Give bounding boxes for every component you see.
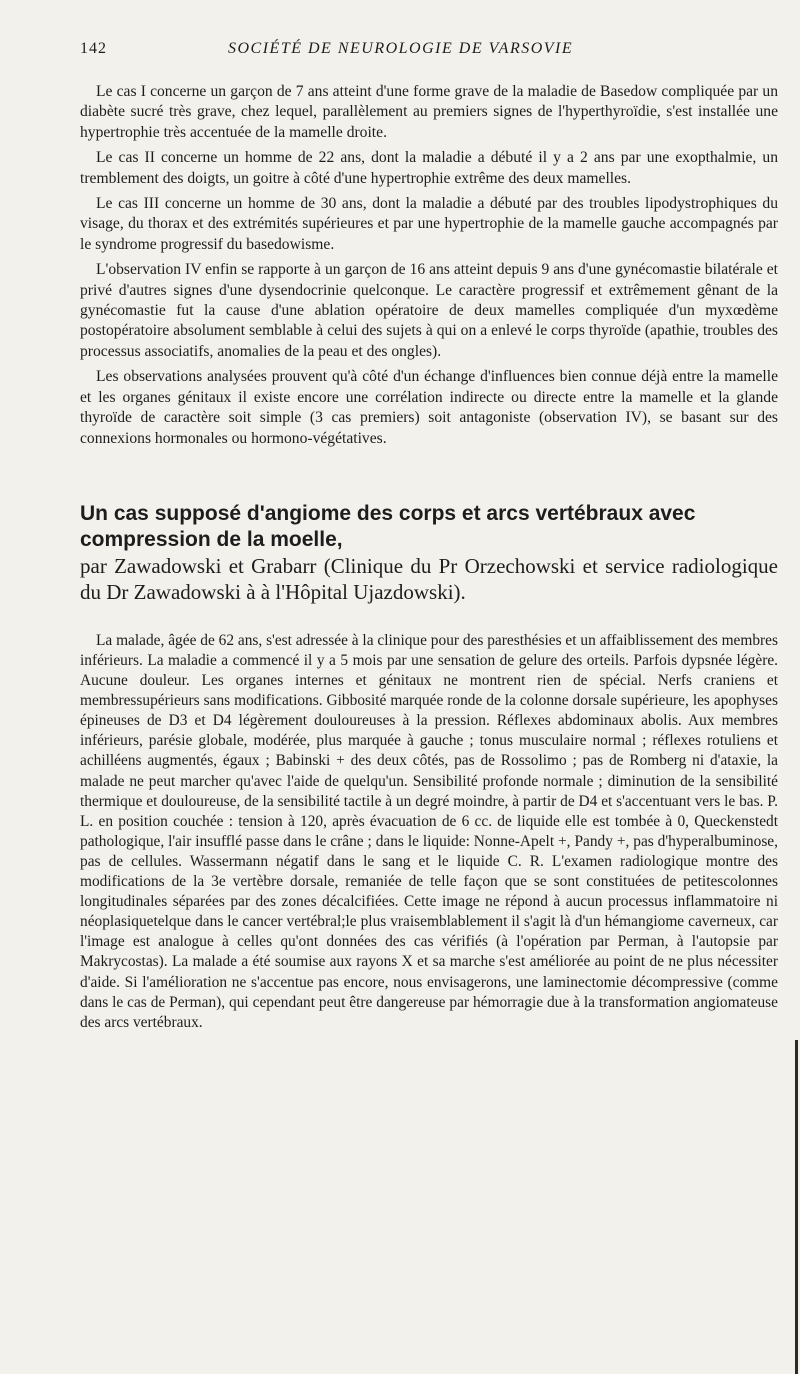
running-head — [80, 40, 778, 64]
paragraph-conclusion: Les observations analysées prouvent qu'à côté d'un échange d'influences bien connue déjà entre la mamelle et les organes génitaux il existe encore une corrélation indirecte ou directe entre la mamelle et la glande thyroïde de caractère soit simple (3 cas premiers) soit antagoniste (observation IV), se basant sur des connexions hormonales ou hormono-végétatives. — [80, 368, 778, 447]
paragraph-case-2: Le cas II concerne un homme de 22 ans, dont la maladie a débuté il y a 2 ans par une exopthalmie, un tremblement des doigts, un goitre à côté d'une hypertrophie extrême des deux mamelles. — [80, 149, 778, 187]
paragraph-case-report: La malade, âgée de 62 ans, s'est adressée à la clinique pour des paresthésies et un affaiblissement des membres inférieurs. La maladie a commencé il y a 5 mois par une sensation de gelure des orteils. Parfois dypsnée légère. Aucune douleur. Les organes internes et génitaux ne montrent rien de spécial. Nerfs craniens et membressupérieurs sans modifications. Gibbosité marquée ronde de la colonne dorsale supérieure, les apophyses épineuses de D3 et D4 légèrement douloureuses à la pression. Réflexes abdominaux abolis. Aux membres inférieurs, parésie globale, modérée, plus marquée à gauche ; tonus musculaire normal ; réflexes rotuliens et achilléens augmentés, égaux ; Babinski + des deux côtés, pas de Rossolimo ; pas de Romberg ni d'ataxie, la malade ne peut marcher qu'avec l'aide de quelqu'un. Sensibilité profonde normale ; diminution de la sensibilité thermique et douloureuse, de la sensibilité tactile à un degré moindre, à partir de D4 et s'accentuant vers le bas. P. L. en position couchée : tension à 120, après évacuation de 6 cc. de liquide elle est tombée à 0, Queckenstedt pathologique, l'air insufflé passe dans le crâne ; dans le liquide: Nonne-Apelt +, Pandy +, pas d'hyperalbuminose, pas de cellules. Wassermann négatif dans le sang et le liquide C. R. L'examen radiologique montre des modifications de la 3e vertèbre dorsale, remaniée de telle façon que se sont constituées de petitescolonnes longitudinales séparées par des zones décalcifiées. Cette image ne répond à aucun processus inflammatoire ni néoplasiquetelque dans le cancer vertébral;le plus vraisemblablement il s'agit là d'un hémangiome caverneux, car l'image est analogue à celles qu'ont données des cas vérifiés (à l'opération par Perman, à l'autopsie par Makrycostas). La malade a été soumise aux rayons X et sa marche s'est améliorée au point de ne plus nécessiter d'aide. Si l'amélioration ne s'accentue pas encore, nous envisagerons, une laminectomie décompressive (comme dans le cas de Perman), qui cependant peut être dangereuse par hémorragie due à la transformation angiomateuse des arcs vertébraux. — [80, 631, 778, 1031]
journal-title: SOCIÉTÉ DE NEUROLOGIE DE VARSOVIE — [228, 40, 574, 57]
page-edge-shadow — [795, 1040, 798, 1374]
article-byline: par Zawadowski et Grabarr (Clinique du Pr Orzechowski et service radiologique du Dr Zawadowski à à l'Hôpital Ujazdowski). — [80, 553, 778, 604]
page-number: 142 — [80, 40, 107, 57]
article-body — [80, 631, 778, 1033]
paragraph-case-1: Le cas I concerne un garçon de 7 ans atteint d'une forme grave de la maladie de Basedow compliquée par un diabète sucré très grave, chez lequel, parallèlement au premiers signes de l'hyperthyroïdie, s'est installée une hypertrophie très accentuée de la mamelle droite. — [80, 83, 778, 141]
article-gynecomastia — [80, 82, 778, 449]
article-title: Un cas supposé d'angiome des corps et arcs vertébraux avec compression de la moelle, — [80, 501, 696, 551]
paragraph-case-3: Le cas III concerne un homme de 30 ans, dont la maladie a débuté par des troubles lipodystrophiques du visage, du thorax et des extrémités supérieures et par une hypertrophie de la mamelle gauche accompagnés par le syndrome progressif du basedowisme. — [80, 195, 778, 253]
article-angiome — [80, 501, 778, 1033]
paragraph-observation-4: L'observation IV enfin se rapporte à un garçon de 16 ans atteint depuis 9 ans d'une gynécomastie bilatérale et privé d'autres signes d'une dysendocrinie quelconque. Le caractère progressif et extrêmement gênant de la gynécomastie fut la cause d'une ablation opératoire de deux mamelles compliquée d'un myxœdème postopératoire absolument semblable à celui des sujets à qui on a enlevé le corps thyroïde (apathie, troubles des processus associatifs, anomalies de la peau et des ongles). — [80, 261, 778, 360]
